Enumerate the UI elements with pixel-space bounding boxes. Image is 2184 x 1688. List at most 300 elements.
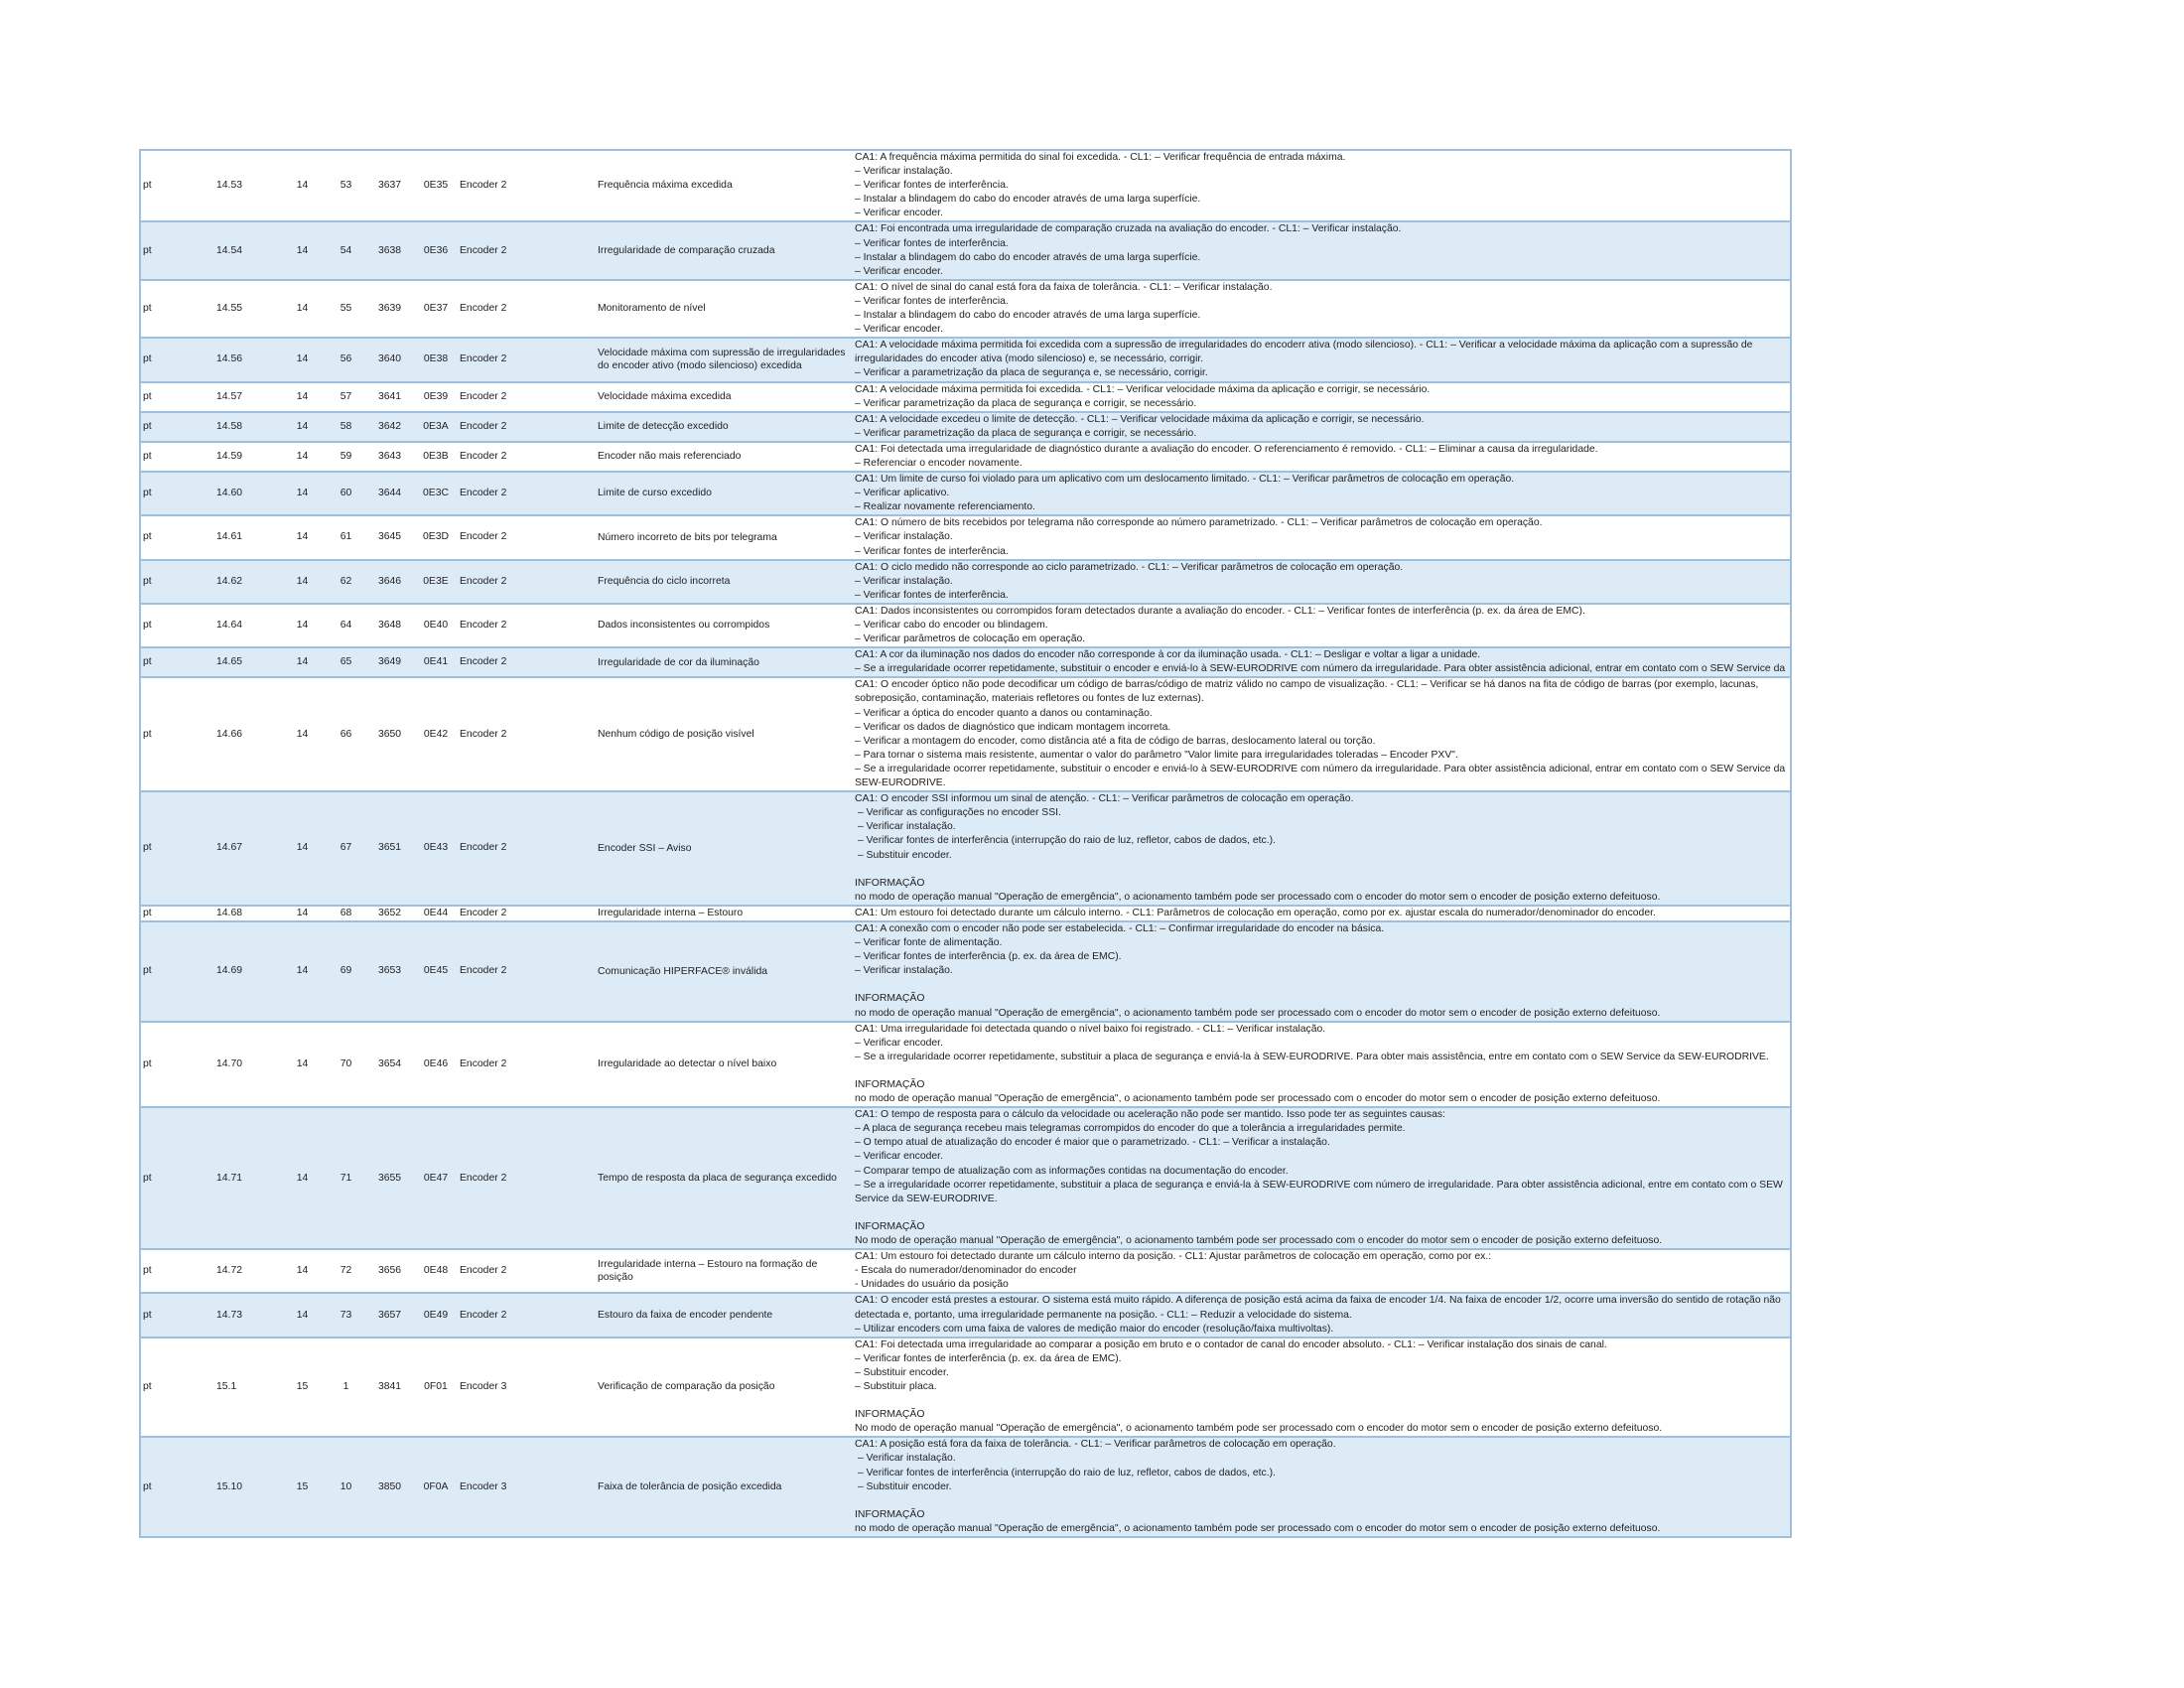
cell-group: 14	[278, 1022, 327, 1108]
cell-decimal: 3650	[365, 677, 414, 791]
cell-language: pt	[140, 604, 214, 647]
description-line: – Verificar os dados de diagnóstico que indicam montagem incorreta.	[855, 721, 1171, 733]
cell-language: pt	[140, 382, 214, 412]
cell-subcode: 59	[327, 442, 365, 472]
description-line: – Instalar a blindagem do cabo do encoder através de uma larga superfície.	[855, 251, 1201, 263]
cell-source: Encoder 2	[458, 338, 596, 381]
cell-language: pt	[140, 515, 214, 559]
cell-description	[853, 560, 1791, 604]
description-line: CA1: A cor da iluminação nos dados do encoder não corresponde à cor da iluminação usada. - CL1: – Desligar e voltar a ligar a unidade.	[855, 649, 1481, 661]
cell-group: 14	[278, 1107, 327, 1249]
cell-hex: 0E41	[414, 647, 458, 677]
cell-description	[853, 1337, 1791, 1438]
description-line: No modo de operação manual "Operação de emergência", o acionamento também pode ser processado com o encoder do motor sem o encoder de posição externo defeituoso.	[855, 1423, 1663, 1435]
description-line: CA1: A conexão com o encoder não pode ser estabelecida. - CL1: – Confirmar irregularidade do encoder na básica.	[855, 922, 1385, 934]
description-line: no modo de operação manual "Operação de emergência", o acionamento também pode ser processado com o encoder do motor sem o encoder de posição externo defeituoso.	[855, 1522, 1661, 1534]
cell-title: Monitoramento de nível	[596, 280, 853, 338]
description-line: – Verificar fontes de interferência.	[855, 295, 1009, 307]
cell-title: Irregularidade de cor da iluminação	[596, 647, 853, 677]
cell-fault-code: 14.60	[214, 472, 278, 515]
description-line: – Verificar instalação.	[855, 575, 953, 587]
description-line: CA1: O encoder SSI informou um sinal de atenção. - CL1: – Verificar parâmetros de colocação em operação.	[855, 793, 1354, 805]
cell-group: 14	[278, 677, 327, 791]
cell-group: 15	[278, 1437, 327, 1537]
cell-fault-code: 14.56	[214, 338, 278, 381]
description-line	[855, 978, 1788, 992]
description-line: CA1: A velocidade máxima permitida foi excedida com a supressão de irregularidades do encoderr ativa (modo silencioso). - CL1: – Verificar a velocidade máxima da aplicação com a supressão de	[855, 340, 1753, 352]
cell-description	[853, 412, 1791, 442]
cell-language: pt	[140, 1437, 214, 1537]
cell-title: Número incorreto de bits por telegrama	[596, 515, 853, 559]
description-line: – Se a irregularidade ocorrer repetidamente, substituir a placa de segurança e enviá-la à SEW-EURODRIVE. Para obter mais assistência, entre em contato com o SEW Service da SEW-EURODRIVE.	[855, 1051, 1769, 1062]
cell-hex: 0F0A	[414, 1437, 458, 1537]
description-line: – Verificar parametrização da placa de segurança e corrigir, se necessário.	[855, 427, 1197, 439]
cell-description	[853, 1022, 1791, 1108]
cell-decimal: 3656	[365, 1249, 414, 1293]
cell-language: pt	[140, 338, 214, 381]
cell-title: Irregularidade interna – Estouro na formação de posição	[596, 1249, 853, 1293]
cell-decimal: 3649	[365, 647, 414, 677]
cell-hex: 0E42	[414, 677, 458, 791]
cell-title: Verificação de comparação da posição	[596, 1337, 853, 1438]
cell-hex: 0E46	[414, 1022, 458, 1108]
cell-title: Irregularidade de comparação cruzada	[596, 221, 853, 279]
description-line: INFORMAÇÃO	[855, 1220, 925, 1232]
cell-hex: 0E44	[414, 906, 458, 921]
description-line: – Verificar a óptica do encoder quanto a danos ou contaminação.	[855, 707, 1153, 719]
description-line: – Verificar encoder.	[855, 208, 943, 219]
description-line: no modo de operação manual "Operação de emergência", o acionamento também pode ser processado com o encoder do motor sem o encoder de posição externo defeituoso.	[855, 1093, 1661, 1105]
description-line: – Verificar instalação.	[855, 166, 953, 178]
cell-language: pt	[140, 412, 214, 442]
description-line: – Verificar encoder.	[855, 324, 943, 336]
cell-title: Dados inconsistentes ou corrompidos	[596, 604, 853, 647]
description-line	[855, 1206, 1788, 1220]
cell-fault-code: 14.69	[214, 921, 278, 1022]
cell-source: Encoder 2	[458, 442, 596, 472]
description-line: – Verificar instalação.	[855, 531, 953, 543]
cell-language: pt	[140, 560, 214, 604]
table-row	[140, 1107, 1791, 1249]
description-line	[855, 863, 1788, 877]
description-line	[855, 1494, 1788, 1508]
description-line: – Verificar parâmetros de colocação em operação.	[855, 633, 1086, 645]
cell-group: 14	[278, 442, 327, 472]
cell-fault-code: 14.58	[214, 412, 278, 442]
cell-group: 14	[278, 791, 327, 906]
cell-description	[853, 1293, 1791, 1336]
cell-group: 15	[278, 1337, 327, 1438]
fault-table	[139, 149, 1792, 1538]
cell-subcode: 56	[327, 338, 365, 381]
cell-decimal: 3637	[365, 150, 414, 221]
description-line: – Verificar fontes de interferência (interrupção do raio de luz, refletor, cabos de dados, etc.).	[855, 835, 1276, 847]
cell-hex: 0E35	[414, 150, 458, 221]
fault-table-body	[140, 150, 1791, 1537]
cell-language: pt	[140, 647, 214, 677]
description-line: CA1: O nível de sinal do canal está fora da faixa de tolerância. - CL1: – Verificar instalação.	[855, 281, 1273, 293]
cell-title: Faixa de tolerância de posição excedida	[596, 1437, 853, 1537]
cell-title: Irregularidade ao detectar o nível baixo	[596, 1022, 853, 1108]
description-line: – Utilizar encoders com uma faixa de valores de medição maior do encoder (resolução/faixa multivoltas).	[855, 1323, 1334, 1335]
cell-subcode: 54	[327, 221, 365, 279]
cell-group: 14	[278, 604, 327, 647]
cell-language: pt	[140, 280, 214, 338]
description-line: CA1: Um estouro foi detectado durante um cálculo interno da posição. - CL1: Ajustar parâmetros de colocação em operação, como por ex.:	[855, 1251, 1492, 1263]
fault-table-sheet	[139, 149, 1792, 1538]
cell-hex: 0E36	[414, 221, 458, 279]
cell-language: pt	[140, 1022, 214, 1108]
description-line: – Verificar instalação.	[855, 965, 953, 977]
table-row	[140, 472, 1791, 515]
cell-description	[853, 647, 1791, 677]
cell-subcode: 62	[327, 560, 365, 604]
cell-title: Limite de curso excedido	[596, 472, 853, 515]
table-row	[140, 442, 1791, 472]
cell-fault-code: 14.61	[214, 515, 278, 559]
cell-subcode: 73	[327, 1293, 365, 1336]
cell-description	[853, 1437, 1791, 1537]
cell-source: Encoder 2	[458, 921, 596, 1022]
cell-decimal: 3653	[365, 921, 414, 1022]
description-line: – Se a irregularidade ocorrer repetidamente, substituir o encoder e enviá-lo à SEW-EURODRIVE com número da irregularidade. Para obter assistência adicional, entrar em contato com o SEW Service da	[855, 763, 1786, 774]
description-line: CA1: A posição está fora da faixa de tolerância. - CL1: – Verificar parâmetros de colocação em operação.	[855, 1439, 1336, 1451]
cell-description	[853, 1249, 1791, 1293]
cell-fault-code: 14.53	[214, 150, 278, 221]
cell-source: Encoder 2	[458, 515, 596, 559]
cell-decimal: 3651	[365, 791, 414, 906]
description-line: – Realizar novamente referenciamento.	[855, 501, 1035, 513]
description-line: CA1: Foi detectada uma irregularidade ao comparar a posição em bruto e o contador de canal do encoder absoluto. - CL1: – Verificar instalação dos sinais de canal.	[855, 1338, 1607, 1350]
description-line: – Instalar a blindagem do cabo do encoder através de uma larga superfície.	[855, 194, 1201, 206]
description-line: – Substituir encoder.	[855, 849, 952, 861]
cell-group: 14	[278, 338, 327, 381]
description-line: CA1: A frequência máxima permitida do sinal foi excedida. - CL1: – Verificar frequência de entrada máxima.	[855, 152, 1346, 163]
cell-source: Encoder 2	[458, 221, 596, 279]
cell-title: Irregularidade interna – Estouro	[596, 906, 853, 921]
cell-description	[853, 150, 1791, 221]
cell-fault-code: 14.62	[214, 560, 278, 604]
cell-description	[853, 221, 1791, 279]
description-line: INFORMAÇÃO	[855, 1508, 925, 1520]
cell-language: pt	[140, 150, 214, 221]
description-line	[855, 1064, 1788, 1078]
cell-group: 14	[278, 906, 327, 921]
cell-hex: 0E43	[414, 791, 458, 906]
cell-hex: 0E3B	[414, 442, 458, 472]
description-line: – Verificar fontes de interferência.	[855, 545, 1009, 557]
cell-description	[853, 338, 1791, 381]
cell-fault-code: 14.59	[214, 442, 278, 472]
cell-fault-code: 14.66	[214, 677, 278, 791]
table-row	[140, 921, 1791, 1022]
table-row	[140, 560, 1791, 604]
cell-subcode: 69	[327, 921, 365, 1022]
cell-group: 14	[278, 921, 327, 1022]
cell-fault-code: 14.64	[214, 604, 278, 647]
description-line: – Substituir placa.	[855, 1380, 937, 1392]
cell-source: Encoder 2	[458, 382, 596, 412]
cell-language: pt	[140, 1249, 214, 1293]
cell-subcode: 72	[327, 1249, 365, 1293]
cell-language: pt	[140, 1337, 214, 1438]
description-line: – Se a irregularidade ocorrer repetidamente, substituir a placa de segurança e enviá-la à SEW-EURODRIVE com número de irregularidade. Para obter assistência adicional, entre em contato com o SEW	[855, 1179, 1783, 1191]
description-line: CA1: Uma irregularidade foi detectada quando o nível baixo foi registrado. - CL1: – Verificar instalação.	[855, 1023, 1326, 1035]
cell-hex: 0E3C	[414, 472, 458, 515]
description-line: No modo de operação manual "Operação de emergência", o acionamento também pode ser processado com o encoder do motor sem o encoder de posição externo defeituoso.	[855, 1235, 1663, 1247]
table-row	[140, 338, 1791, 381]
cell-decimal: 3850	[365, 1437, 414, 1537]
cell-title: Estouro da faixa de encoder pendente	[596, 1293, 853, 1336]
cell-subcode: 67	[327, 791, 365, 906]
description-line: CA1: O encoder óptico não pode decodificar um código de barras/código de matriz válido no campo de visualização. - CL1: – Verificar se há danos na fita de código de barras (por exemplo, lacunas,	[855, 679, 1759, 691]
cell-hex: 0E49	[414, 1293, 458, 1336]
cell-source: Encoder 2	[458, 647, 596, 677]
cell-source: Encoder 2	[458, 280, 596, 338]
cell-description	[853, 604, 1791, 647]
cell-source: Encoder 2	[458, 604, 596, 647]
table-row	[140, 1249, 1791, 1293]
cell-title: Encoder SSI – Aviso	[596, 791, 853, 906]
cell-language: pt	[140, 442, 214, 472]
cell-description	[853, 442, 1791, 472]
cell-source: Encoder 2	[458, 677, 596, 791]
table-row	[140, 604, 1791, 647]
cell-source: Encoder 2	[458, 906, 596, 921]
cell-description	[853, 382, 1791, 412]
description-line	[855, 1394, 1788, 1408]
description-line: – Substituir encoder.	[855, 1480, 952, 1492]
cell-group: 14	[278, 382, 327, 412]
cell-subcode: 57	[327, 382, 365, 412]
cell-fault-code: 14.55	[214, 280, 278, 338]
description-line: – Verificar fontes de interferência.	[855, 589, 1009, 601]
cell-fault-code: 14.68	[214, 906, 278, 921]
cell-description	[853, 472, 1791, 515]
cell-source: Encoder 2	[458, 1293, 596, 1336]
cell-fault-code: 15.1	[214, 1337, 278, 1438]
description-line: – Verificar fontes de interferência (p. ex. da área de EMC).	[855, 951, 1122, 963]
description-line: CA1: A velocidade excedeu o limite de detecção. - CL1: – Verificar velocidade máxima da aplicação e corrigir, se necessário.	[855, 413, 1425, 425]
cell-subcode: 66	[327, 677, 365, 791]
description-line: – Verificar cabo do encoder ou blindagem.	[855, 620, 1048, 631]
cell-source: Encoder 2	[458, 472, 596, 515]
cell-description	[853, 677, 1791, 791]
cell-decimal: 3648	[365, 604, 414, 647]
table-row	[140, 412, 1791, 442]
description-line: CA1: O encoder está prestes a estourar. O sistema está muito rápido. A diferença de posição está acima da faixa de encoder 1/4. Na faixa de encoder 1/2, ocorre uma inversão do sentido de rotação não	[855, 1295, 1781, 1307]
description-line: CA1: A velocidade máxima permitida foi excedida. - CL1: – Verificar velocidade máxima da aplicação e corrigir, se necessário.	[855, 383, 1431, 395]
description-line: – Verificar a parametrização da placa de segurança e, se necessário, corrigir.	[855, 367, 1208, 379]
cell-subcode: 64	[327, 604, 365, 647]
cell-decimal: 3640	[365, 338, 414, 381]
description-line: – O tempo atual de atualização do encoder é maior que o parametrizado. - CL1: – Verificar a instalação.	[855, 1137, 1330, 1149]
table-row	[140, 1337, 1791, 1438]
description-line: – Verificar encoder.	[855, 265, 943, 277]
description-line: – Para tornar o sistema mais resistente, aumentar o valor do parâmetro "Valor limite para irregularidades toleradas – Encoder PXV".	[855, 749, 1458, 761]
description-line: CA1: Um limite de curso foi violado para um aplicativo com um deslocamento limitado. - CL1: – Verificar parâmetros de colocação em operação.	[855, 474, 1515, 486]
table-row	[140, 1437, 1791, 1537]
table-row	[140, 677, 1791, 791]
cell-description	[853, 791, 1791, 906]
cell-title: Velocidade máxima excedida	[596, 382, 853, 412]
cell-decimal: 3639	[365, 280, 414, 338]
description-line: irregularidades do encoder ativa (modo silencioso) e, se necessário, corrigir.	[855, 353, 1204, 365]
cell-hex: 0E38	[414, 338, 458, 381]
cell-description	[853, 1107, 1791, 1249]
cell-hex: 0E39	[414, 382, 458, 412]
description-line: – Substituir encoder.	[855, 1366, 949, 1378]
description-line: - Unidades do usuário da posição	[855, 1279, 1009, 1291]
description-line: – Verificar fonte de alimentação.	[855, 937, 1003, 949]
cell-language: pt	[140, 1107, 214, 1249]
cell-decimal: 3641	[365, 382, 414, 412]
cell-language: pt	[140, 221, 214, 279]
cell-subcode: 53	[327, 150, 365, 221]
cell-decimal: 3655	[365, 1107, 414, 1249]
description-line: INFORMAÇÃO	[855, 1409, 925, 1421]
cell-hex: 0E3E	[414, 560, 458, 604]
cell-language: pt	[140, 472, 214, 515]
table-row	[140, 1022, 1791, 1108]
cell-decimal: 3638	[365, 221, 414, 279]
cell-title: Limite de detecção excedido	[596, 412, 853, 442]
description-line: Service da SEW-EURODRIVE.	[855, 1193, 998, 1204]
description-line: – Verificar as configurações no encoder SSI.	[855, 807, 1061, 819]
cell-title: Frequência máxima excedida	[596, 150, 853, 221]
description-line: – Se a irregularidade ocorrer repetidamente, substituir o encoder e enviá-lo à SEW-EURODRIVE com número da irregularidade. Para obter assistência adicional, entrar em contato com o SEW Service da	[855, 663, 1786, 675]
cell-source: Encoder 2	[458, 1249, 596, 1293]
cell-decimal: 3642	[365, 412, 414, 442]
description-line: – Verificar a montagem do encoder, como distância até a fita de código de barras, deslocamento lateral ou torção.	[855, 735, 1376, 747]
description-line: – Referenciar o encoder novamente.	[855, 457, 1023, 469]
cell-fault-code: 14.70	[214, 1022, 278, 1108]
description-line: CA1: Foi encontrada uma irregularidade de comparação cruzada na avaliação do encoder. - CL1: – Verificar instalação.	[855, 223, 1402, 235]
description-line: no modo de operação manual "Operação de emergência", o acionamento também pode ser processado com o encoder do motor sem o encoder de posição externo defeituoso.	[855, 1007, 1661, 1019]
cell-fault-code: 14.71	[214, 1107, 278, 1249]
cell-decimal: 3643	[365, 442, 414, 472]
description-line: CA1: O número de bits recebidos por telegrama não corresponde ao número parametrizado. - CL1: – Verificar parâmetros de colocação em operação.	[855, 517, 1543, 529]
cell-subcode: 70	[327, 1022, 365, 1108]
table-row	[140, 515, 1791, 559]
cell-title: Comunicação HIPERFACE® inválida	[596, 921, 853, 1022]
cell-group: 14	[278, 221, 327, 279]
cell-language: pt	[140, 791, 214, 906]
description-line: CA1: Dados inconsistentes ou corrompidos foram detectados durante a avaliação do encoder. - CL1: – Verificar fontes de interferência (p. ex. da área de EMC).	[855, 605, 1585, 617]
table-row	[140, 280, 1791, 338]
cell-subcode: 68	[327, 906, 365, 921]
cell-group: 14	[278, 515, 327, 559]
cell-group: 14	[278, 472, 327, 515]
cell-subcode: 61	[327, 515, 365, 559]
cell-source: Encoder 2	[458, 560, 596, 604]
cell-fault-code: 14.73	[214, 1293, 278, 1336]
table-row	[140, 906, 1791, 921]
cell-group: 14	[278, 412, 327, 442]
cell-subcode: 58	[327, 412, 365, 442]
cell-source: Encoder 3	[458, 1337, 596, 1438]
cell-description	[853, 906, 1791, 921]
cell-description	[853, 515, 1791, 559]
cell-subcode: 1	[327, 1337, 365, 1438]
cell-subcode: 10	[327, 1437, 365, 1537]
table-row	[140, 791, 1791, 906]
table-row	[140, 647, 1791, 677]
cell-decimal: 3657	[365, 1293, 414, 1336]
description-line: – Verificar aplicativo.	[855, 488, 950, 499]
cell-description	[853, 280, 1791, 338]
cell-hex: 0E37	[414, 280, 458, 338]
cell-group: 14	[278, 1293, 327, 1336]
cell-title: Tempo de resposta da placa de segurança excedido	[596, 1107, 853, 1249]
cell-fault-code: 15.10	[214, 1437, 278, 1537]
cell-subcode: 60	[327, 472, 365, 515]
cell-source: Encoder 2	[458, 412, 596, 442]
description-line: CA1: Um estouro foi detectado durante um cálculo interno. - CL1: Parâmetros de colocação em operação, como por ex. ajustar escala do numerador/denominador do encoder.	[855, 907, 1656, 918]
cell-source: Encoder 2	[458, 1022, 596, 1108]
cell-group: 14	[278, 150, 327, 221]
cell-hex: 0E47	[414, 1107, 458, 1249]
cell-fault-code: 14.57	[214, 382, 278, 412]
description-line: - Escala do numerador/denominador do encoder	[855, 1265, 1077, 1277]
cell-hex: 0F01	[414, 1337, 458, 1438]
description-line: INFORMAÇÃO	[855, 1079, 925, 1090]
cell-group: 14	[278, 1249, 327, 1293]
cell-group: 14	[278, 280, 327, 338]
description-line: – A placa de segurança recebeu mais telegramas corrompidos do encoder do que a tolerância a irregularidades permite.	[855, 1123, 1406, 1135]
description-line: INFORMAÇÃO	[855, 877, 925, 889]
description-line: – Verificar fontes de interferência (p. ex. da área de EMC).	[855, 1352, 1122, 1364]
cell-subcode: 55	[327, 280, 365, 338]
description-line: – Instalar a blindagem do cabo do encoder através de uma larga superfície.	[855, 310, 1201, 322]
description-line: – Verificar encoder.	[855, 1151, 943, 1163]
cell-decimal: 3654	[365, 1022, 414, 1108]
description-line: INFORMAÇÃO	[855, 993, 925, 1005]
table-row	[140, 221, 1791, 279]
cell-language: pt	[140, 1293, 214, 1336]
cell-fault-code: 14.72	[214, 1249, 278, 1293]
description-line: no modo de operação manual "Operação de emergência", o acionamento também pode ser processado com o encoder do motor sem o encoder de posição externo defeituoso.	[855, 891, 1661, 903]
cell-language: pt	[140, 906, 214, 921]
description-line: CA1: Foi detectada uma irregularidade de diagnóstico durante a avaliação do encoder. O referenciamento é removido. - CL1: – Eliminar a causa da irregularidade.	[855, 443, 1598, 455]
cell-language: pt	[140, 921, 214, 1022]
cell-fault-code: 14.67	[214, 791, 278, 906]
cell-language: pt	[140, 677, 214, 791]
description-line: – Verificar fontes de interferência (interrupção do raio de luz, refletor, cabos de dados, etc.).	[855, 1467, 1276, 1478]
cell-source: Encoder 3	[458, 1437, 596, 1537]
cell-title: Velocidade máxima com supressão de irregularidades do encoder ativo (modo silencioso) excedida	[596, 338, 853, 381]
description-line: sobreposição, contaminação, materiais refletores ou fontes de luz externas).	[855, 693, 1204, 705]
description-line: – Verificar instalação.	[855, 821, 956, 833]
cell-subcode: 65	[327, 647, 365, 677]
table-row	[140, 1293, 1791, 1336]
cell-decimal: 3646	[365, 560, 414, 604]
cell-fault-code: 14.54	[214, 221, 278, 279]
cell-group: 14	[278, 560, 327, 604]
description-line: – Verificar fontes de interferência.	[855, 237, 1009, 249]
cell-fault-code: 14.65	[214, 647, 278, 677]
cell-decimal: 3652	[365, 906, 414, 921]
cell-source: Encoder 2	[458, 1107, 596, 1249]
cell-hex: 0E48	[414, 1249, 458, 1293]
cell-source: Encoder 2	[458, 791, 596, 906]
cell-hex: 0E3A	[414, 412, 458, 442]
cell-subcode: 71	[327, 1107, 365, 1249]
table-row	[140, 150, 1791, 221]
cell-hex: 0E3D	[414, 515, 458, 559]
description-line: detectada e, portanto, uma irregularidade permanente na posição. - CL1: – Reduzir a velocidade do sistema.	[855, 1309, 1352, 1321]
cell-title: Frequência do ciclo incorreta	[596, 560, 853, 604]
